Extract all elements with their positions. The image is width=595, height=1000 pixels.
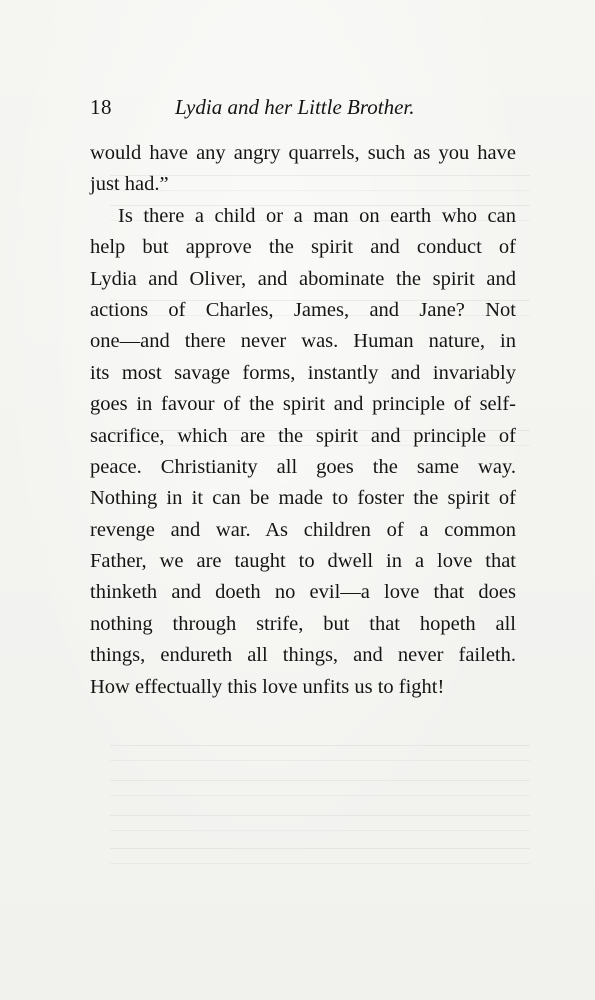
text-line: things, endureth all things, and never faileth. bbox=[90, 644, 516, 667]
text-line: Lydia and Oliver, and abominate the spirit and bbox=[90, 267, 516, 290]
text-line: sacrifice, which are the spirit and principle of bbox=[90, 424, 516, 447]
text-line: revenge and war. As children of a common bbox=[90, 518, 516, 541]
running-head bbox=[90, 95, 520, 125]
text-line: goes in favour of the spirit and principle of self- bbox=[90, 393, 516, 416]
bleed-through-mark bbox=[110, 780, 530, 796]
text-line: How effectually this love unfits us to fight! bbox=[90, 675, 445, 698]
text-line: thinketh and doeth no evil—a love that does bbox=[90, 581, 516, 604]
bleed-through-mark bbox=[110, 815, 530, 831]
text-line: just had.” bbox=[90, 173, 169, 196]
text-line: peace. Christianity all goes the same way. bbox=[90, 455, 516, 478]
running-title: Lydia and her Little Brother. bbox=[175, 95, 415, 119]
text-line: nothing through strife, but that hopeth all bbox=[90, 612, 516, 635]
page-number: 18 bbox=[90, 95, 112, 119]
text-line: actions of Charles, James, and Jane? Not bbox=[90, 298, 516, 321]
text-line: Is there a child or a man on earth who can bbox=[118, 204, 516, 227]
text-line: Father, we are taught to dwell in a love that bbox=[90, 550, 516, 573]
text-line: one—and there never was. Human nature, in bbox=[90, 330, 516, 353]
text-line: would have any angry quarrels, such as you have bbox=[90, 142, 516, 164]
bleed-through-mark bbox=[110, 848, 530, 864]
text-line: its most savage forms, instantly and invariably bbox=[90, 361, 516, 384]
text-line: Nothing in it can be made to foster the spirit of bbox=[90, 487, 516, 510]
text-line: help but approve the spirit and conduct of bbox=[90, 236, 516, 259]
body-text bbox=[90, 138, 516, 703]
bleed-through-mark bbox=[110, 745, 530, 761]
